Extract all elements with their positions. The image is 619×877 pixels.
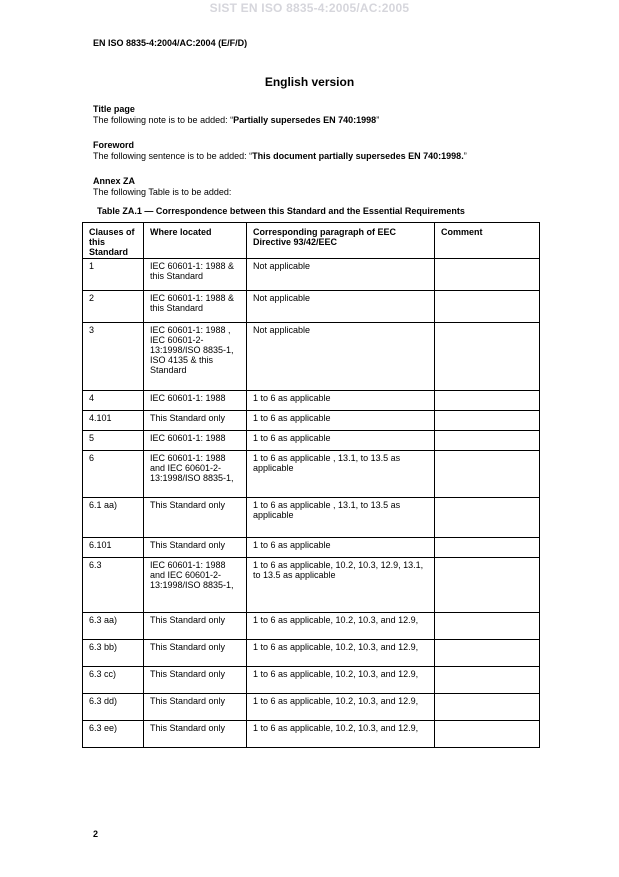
cell-directive-paragraph: 1 to 6 as applicable , 13.1, to 13.5 as applicable [247,498,435,538]
cell-where-located: IEC 60601-1: 1988 [144,431,247,451]
cell-comment [435,291,540,323]
table-row [83,498,540,538]
header-directive-paragraph: Corresponding paragraph of EEC Directive 93/42/EEC [247,223,435,259]
cell-directive-paragraph: Not applicable [247,259,435,291]
cell-clause: 6.1 aa) [83,498,144,538]
cell-directive-paragraph: Not applicable [247,323,435,391]
cell-directive-paragraph: 1 to 6 as applicable, 10.2, 10.3, and 12.9, [247,667,435,694]
table-caption: Table ZA.1 — Correspondence between this Standard and the Essential Requirements [97,206,465,216]
cell-where-located: This Standard only [144,498,247,538]
cell-comment [435,613,540,640]
cell-directive-paragraph: 1 to 6 as applicable [247,431,435,451]
cell-clause: 6.3 [83,558,144,613]
watermark: SIST EN ISO 8835-4:2005/AC:2005 [209,1,410,15]
title-page-section [93,104,379,126]
cell-where-located: IEC 60601-1: 1988 & this Standard [144,259,247,291]
cell-comment [435,694,540,721]
cell-comment [435,391,540,411]
cell-comment [435,667,540,694]
cell-comment [435,411,540,431]
cell-clause: 6.3 cc) [83,667,144,694]
cell-comment [435,259,540,291]
cell-comment [435,538,540,558]
table-row [83,667,540,694]
cell-clause: 6.3 aa) [83,613,144,640]
table-row [83,558,540,613]
cell-where-located: This Standard only [144,694,247,721]
cell-directive-paragraph: 1 to 6 as applicable , 13.1, to 13.5 as applicable [247,451,435,498]
title-page-text: The following note is to be added: “Partially supersedes EN 740:1998” [93,115,380,125]
cell-directive-paragraph: 1 to 6 as applicable [247,391,435,411]
header-where-located: Where located [144,223,247,259]
page-number: 2 [93,829,99,839]
cell-clause: 4 [83,391,144,411]
table-row [83,451,540,498]
cell-directive-paragraph: 1 to 6 as applicable, 10.2, 10.3, and 12.9, [247,613,435,640]
table-row [83,391,540,411]
cell-where-located: IEC 60601-1: 1988 and IEC 60601-2-13:1998/ISO 8835-1, [144,451,247,498]
foreword-heading: Foreword [93,140,135,150]
correspondence-table [82,222,540,748]
cell-clause: 6.3 ee) [83,721,144,748]
title-page-heading: Title page [93,104,135,114]
table-row [83,259,540,291]
cell-clause: 6.3 bb) [83,640,144,667]
cell-where-located: IEC 60601-1: 1988 & this Standard [144,291,247,323]
cell-clause: 6 [83,451,144,498]
table-row [83,431,540,451]
cell-comment [435,451,540,498]
cell-directive-paragraph: 1 to 6 as applicable, 10.2, 10.3, and 12.9, [247,721,435,748]
foreword-section [93,140,467,162]
cell-directive-paragraph: Not applicable [247,291,435,323]
table-header-row [83,223,540,259]
table-row [83,613,540,640]
cell-where-located: This Standard only [144,538,247,558]
cell-directive-paragraph: 1 to 6 as applicable [247,538,435,558]
cell-directive-paragraph: 1 to 6 as applicable, 10.2, 10.3, 12.9, 13.1, to 13.5 as applicable [247,558,435,613]
annex-section [93,176,231,198]
table-row [83,411,540,431]
table-row [83,323,540,391]
cell-clause: 6.101 [83,538,144,558]
cell-where-located: IEC 60601-1: 1988 [144,391,247,411]
table-row [83,640,540,667]
header-comment: Comment [435,223,540,259]
cell-comment [435,558,540,613]
cell-comment [435,640,540,667]
document-code: EN ISO 8835-4:2004/AC:2004 (E/F/D) [93,38,248,48]
cell-where-located: This Standard only [144,411,247,431]
cell-clause: 3 [83,323,144,391]
version-title: English version [264,75,355,89]
cell-where-located: IEC 60601-1: 1988 and IEC 60601-2-13:1998/ISO 8835-1, [144,558,247,613]
table-row [83,694,540,721]
cell-comment [435,721,540,748]
cell-directive-paragraph: 1 to 6 as applicable [247,411,435,431]
cell-clause: 5 [83,431,144,451]
cell-clause: 2 [83,291,144,323]
cell-clause: 6.3 dd) [83,694,144,721]
annex-text: The following Table is to be added: [93,187,232,197]
cell-clause: 1 [83,259,144,291]
table-row [83,538,540,558]
cell-comment [435,498,540,538]
table-row [83,721,540,748]
cell-directive-paragraph: 1 to 6 as applicable, 10.2, 10.3, and 12.9, [247,694,435,721]
cell-comment [435,431,540,451]
cell-comment [435,323,540,391]
cell-clause: 4.101 [83,411,144,431]
cell-directive-paragraph: 1 to 6 as applicable, 10.2, 10.3, and 12.9, [247,640,435,667]
cell-where-located: This Standard only [144,721,247,748]
cell-where-located: This Standard only [144,640,247,667]
table-row [83,291,540,323]
foreword-text: The following sentence is to be added: “This document partially supersedes EN 740:1998.” [93,151,467,161]
header-clauses: Clauses of this Standard [83,223,144,259]
annex-heading: Annex ZA [93,176,136,186]
cell-where-located: This Standard only [144,613,247,640]
cell-where-located: IEC 60601-1: 1988 , IEC 60601-2-13:1998/ISO 8835-1, ISO 4135 & this Standard [144,323,247,391]
cell-where-located: This Standard only [144,667,247,694]
